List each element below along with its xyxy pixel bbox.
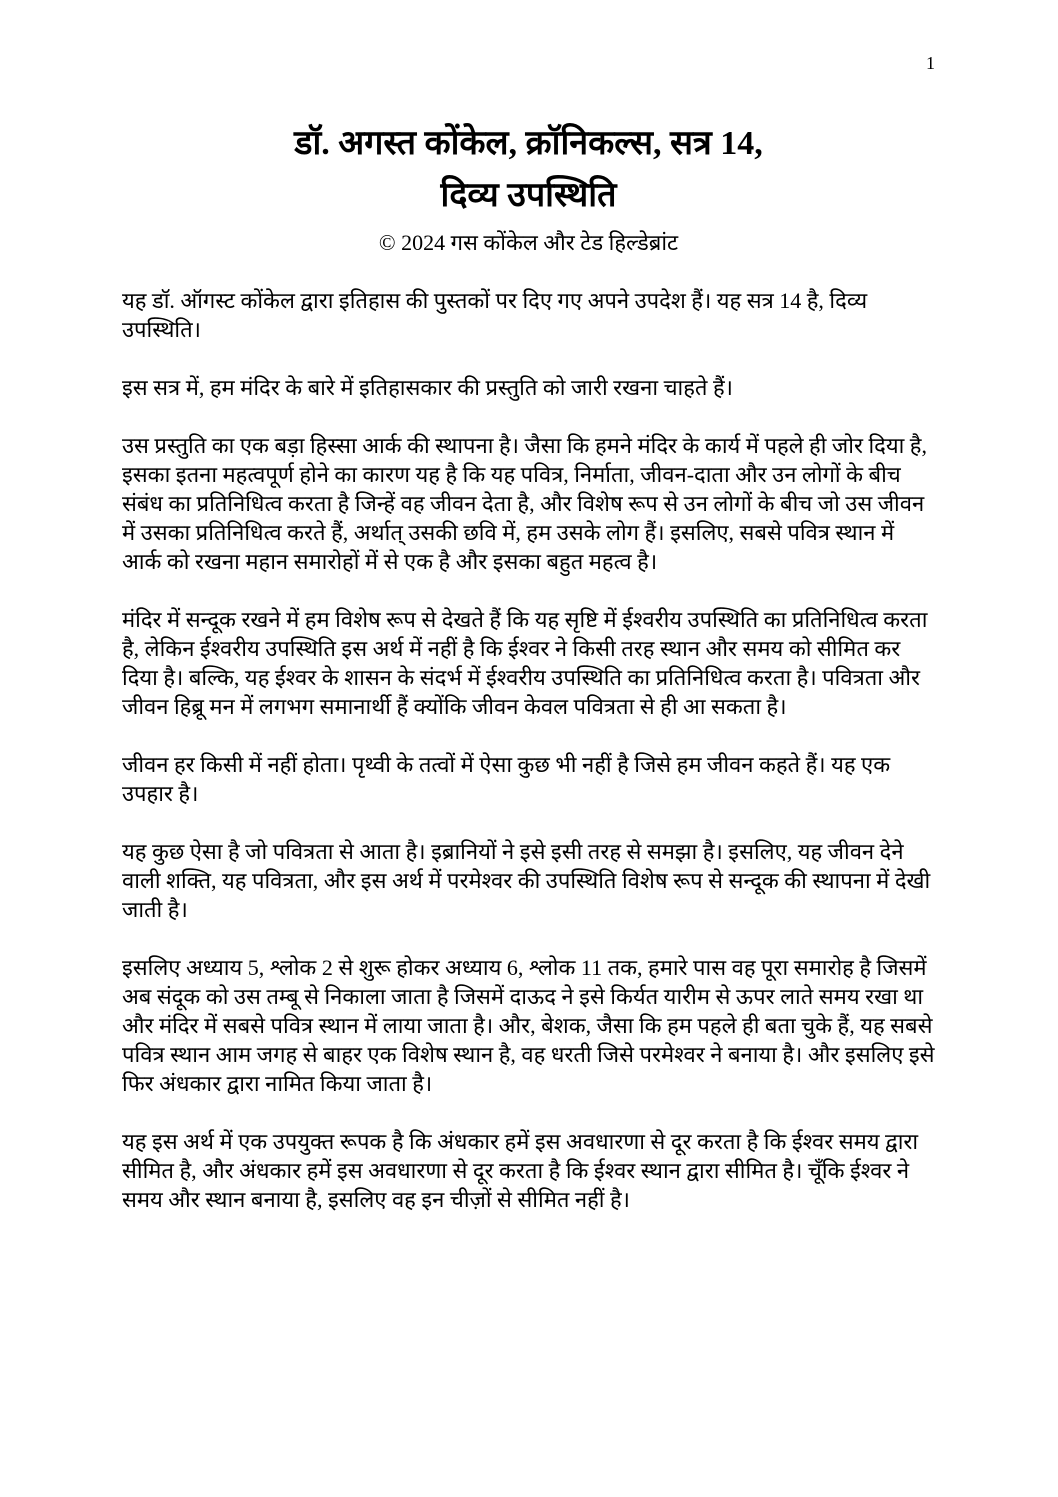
document-title	[122, 118, 935, 222]
paragraph: यह कुछ ऐसा है जो पवित्रता से आता है। इब्रानियों ने इसे इसी तरह से समझा है। इसलिए, यह जीवन देने वाली शक्ति, यह पवित्रता, और इस अर्थ में परमेश्वर की उपस्थिति विशेष रूप से सन्दूक की स्थापना में देखी जाती है।	[122, 839, 931, 922]
paragraph: मंदिर में सन्दूक रखने में हम विशेष रूप से देखते हैं कि यह सृष्टि में ईश्वरीय उपस्थिति का प्रतिनिधित्व करता है, लेकिन ईश्वरीय उपस्थिति इस अर्थ में नहीं है कि ईश्वर ने किसी तरह स्थान और समय को सीमित कर दिया है। बल्कि, यह ईश्वर के शासन के संदर्भ में ईश्वरीय उपस्थिति का प्रतिनिधित्व करता है। पवित्रता और जीवन हिब्रू मन में लगभग समानार्थी हैं क्योंकि जीवन केवल पवित्रता से ही आ सकता है।	[122, 607, 928, 719]
title-line-1: डॉ. अगस्त कोंकेल, क्रॉनिकल्स, सत्र 14,	[294, 125, 763, 162]
paragraph: इस सत्र में, हम मंदिर के बारे में इतिहासकार की प्रस्तुति को जारी रखना चाहते हैं।	[122, 375, 733, 400]
paragraph: यह डॉ. ऑगस्ट कोंकेल द्वारा इतिहास की पुस्तकों पर दिए गए अपने उपदेश हैं। यह सत्र 14 है, दिव्य उपस्थिति।	[122, 288, 868, 342]
paragraph: जीवन हर किसी में नहीं होता। पृथ्वी के तत्वों में ऐसा कुछ भी नहीं है जिसे हम जीवन कहते हैं। यह एक उपहार है।	[122, 752, 891, 806]
page-number: 1	[926, 53, 935, 73]
document-content	[122, 118, 935, 1214]
paragraph: यह इस अर्थ में एक उपयुक्त रूपक है कि अंधकार हमें इस अवधारणा से दूर करता है कि ईश्वर समय द्वारा सीमित है, और अंधकार हमें इस अवधारणा से दूर करता है कि ईश्वर स्थान द्वारा सीमित है। चूँकि ईश्वर ने समय और स्थान बनाया है, इसलिए वह इन चीज़ों से सीमित नहीं है।	[122, 1129, 919, 1212]
copyright-line: © 2024 गस कोंकेल और टेड हिल्डेब्रांट	[378, 230, 679, 255]
paragraph: इसलिए अध्याय 5, श्लोक 2 से शुरू होकर अध्याय 6, श्लोक 11 तक, हमारे पास वह पूरा समारोह है जिसमें अब संदूक को उस तम्बू से निकाला जाता है जिसमें दाऊद ने इसे किर्यत यारीम से ऊपर लाते समय रखा था और मंदिर में सबसे पवित्र स्थान में लाया जाता है। और, बेशक, जैसा कि हम पहले ही बता चुके हैं, यह सबसे पवित्र स्थान आम जगह से बाहर एक विशेष स्थान है, वह धरती जिसे परमेश्वर ने बनाया है। और इसलिए इसे फिर अंधकार द्वारा नामित किया जाता है।	[122, 955, 935, 1096]
document-body	[122, 286, 935, 1214]
paragraph: उस प्रस्तुति का एक बड़ा हिस्सा आर्क की स्थापना है। जैसा कि हमने मंदिर के कार्य में पहले ही जोर दिया है, इसका इतना महत्वपूर्ण होने का कारण यह है कि यह पवित्र, निर्माता, जीवन-दाता और उन लोगों के बीच संबंध का प्रतिनिधित्व करता है जिन्हें वह जीवन देता है, और विशेष रूप से उन लोगों के बीच जो उस जीवन में उसका प्रतिनिधित्व करते हैं, अर्थात् उसकी छवि में, हम उसके लोग हैं। इसलिए, सबसे पवित्र स्थान में आर्क को रखना महान समारोहों में से एक है और इसका बहुत महत्व है।	[122, 433, 927, 574]
title-line-2: दिव्य उपस्थिति	[440, 177, 617, 214]
